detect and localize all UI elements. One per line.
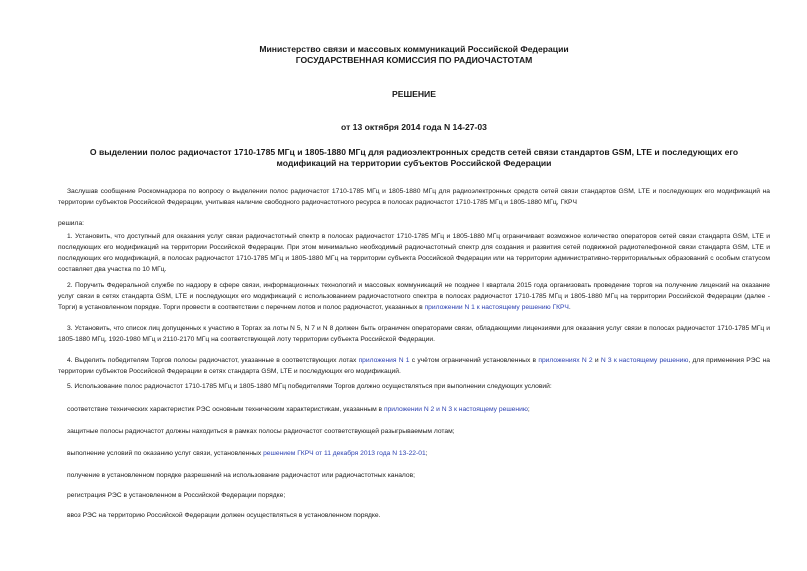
decision-title-line-1: О выделении полос радиочастот 1710-1785 МГц и 1805-1880 МГц для радиоэлектронных средств сетей связи стандартов GSM, LTE и последующих его bbox=[89, 147, 739, 157]
paragraph-3: 3. Установить, что список лиц допущенных к участию в Торгах за лоты N 5, N 7 и N 8 должен быть ограничен операторами связи, обладающими лицензиями для оказания услуг связи в полосах радиочастот 1710-1785 МГц и 1805-1880 МГц, 1920-1980 МГц и 2110-2170 МГц на соответствующей лоту территории субъекта Российской Федерации. bbox=[58, 325, 770, 343]
ministry-name: Министерство связи и массовых коммуникаций Российской Федерации bbox=[259, 44, 569, 54]
condition-5: регистрация РЭС в установленном в Российской Федерации порядке; bbox=[67, 492, 286, 499]
condition-1-text: соответствие технических характеристик РЭС основным техническим характеристикам, указанным в bbox=[67, 406, 384, 413]
appendix-2-3-link[interactable]: приложении N 2 и N 3 к настоящему решению bbox=[383, 406, 528, 413]
paragraph-1: 1. Установить, что доступный для оказания услуг связи радиочастотный спектр в полосах радиочастот 1710-1785 МГц и 1805-1880 МГц ограничивает возможное количество операторов сетей связи стандарта GSM, LTE и последующих его модификаций на территории Российской Федерации. При этом минимально необходимый радиочастотный спектр для создания и развития сетей подвижной радиотелефонной связи стандарта GSM, LTE и последующих его модификаций, в полосах радиочастот 1710-1785 МГц и 1805-1880 МГц на территории субъекта Российской Федерации или на территории административно-территориальных образований с особым статусом составляет два участка по 10 МГц. bbox=[58, 233, 770, 273]
gkrch-decision-link[interactable]: решением ГКРЧ от 11 декабря 2013 года N 13-22-01 bbox=[263, 450, 426, 457]
condition-3-text: выполнение условий по оказанию услуг связи, установленных bbox=[67, 450, 264, 457]
paragraph-4 bbox=[58, 355, 770, 377]
condition-4: получение в установленном порядке разрешений на использование радиочастот или радиочастотных каналов; bbox=[67, 472, 416, 479]
condition-2: защитные полосы радиочастот должны находиться в рамках полосы радиочастот соответствующей разыгрываемым лотам; bbox=[67, 428, 455, 435]
paragraph-4-text-c: и bbox=[592, 357, 601, 364]
decision-title-line-2: модификаций на территории субъектов Российской Федерации bbox=[276, 158, 552, 168]
condition-3-end: ; bbox=[425, 450, 428, 457]
condition-1 bbox=[58, 404, 770, 415]
intro-paragraph: Заслушав сообщение Роскомнадзора по вопросу о выделении полос радиочастот 1710-1785 МГц и 1805-1880 МГц для радиоэлектронных средств сетей связи стандартов GSM, LTE и последующих его модификаций на территории субъектов Российской Федерации, учитывая наличие свободного радиочастотного ресурса в полосах радиочастот 1710-1785 МГц и 1805-1880 МГц, ГКРЧ bbox=[58, 188, 770, 206]
paragraph-4-text-d: , для применения РЭС на территории субъектов Российской Федерации в сетях стандарта GSM, LTE и последующих его модификаций. bbox=[58, 357, 770, 375]
decision-heading: РЕШЕНИЕ bbox=[392, 89, 436, 99]
condition-3 bbox=[58, 448, 770, 459]
appendix-2-link[interactable]: приложениях N 2 bbox=[538, 357, 593, 364]
paragraph-2-end: . bbox=[568, 304, 571, 311]
condition-6: ввоз РЭС на территорию Российской Федерации должен осуществляться в установленном порядке. bbox=[67, 512, 381, 519]
paragraph-2-text: 2. Поручить Федеральной службе по надзору в сфере связи, информационных технологий и массовых коммуникаций не позднее I квартала 2015 года организовать проведение торгов на получение лицензий на оказание услуг связи в сетях стандарта GSM, LTE и последующих его модификаций с использованием радиочастотного спектра в полосах радиочастот 1710-1785 МГц и 1805-1880 МГц на территории Российской Федерации (далее - Торги) в установленном порядке. Торги провести в соответствии с перечнем лотов и полос радиочастот, указанных в bbox=[58, 282, 770, 311]
paragraph-4-text-a: 4. Выделить победителям Торгов полосы радиочастот, указанные в соответствующих лотах bbox=[67, 357, 359, 364]
paragraph-5: 5. Использование полос радиочастот 1710-1785 МГц и 1805-1880 МГц победителями Торгов должно осуществляться при выполнении следующих условий: bbox=[67, 383, 552, 390]
appendix-1-link[interactable]: приложении N 1 к настоящему решению ГКРЧ bbox=[424, 304, 569, 311]
condition-1-end: ; bbox=[527, 406, 530, 413]
paragraph-4-text-b: с учётом ограничений установленных в bbox=[409, 357, 539, 364]
resolved-label: решила: bbox=[58, 220, 85, 227]
appendix-3-link[interactable]: N 3 к настоящему решению bbox=[600, 357, 689, 364]
paragraph-2 bbox=[58, 280, 770, 313]
appendix-1-link-2[interactable]: приложения N 1 bbox=[358, 357, 410, 364]
decision-date: от 13 октября 2014 года N 14-27-03 bbox=[341, 122, 487, 132]
commission-name: ГОСУДАРСТВЕННАЯ КОМИССИЯ ПО РАДИОЧАСТОТАМ bbox=[295, 55, 533, 65]
